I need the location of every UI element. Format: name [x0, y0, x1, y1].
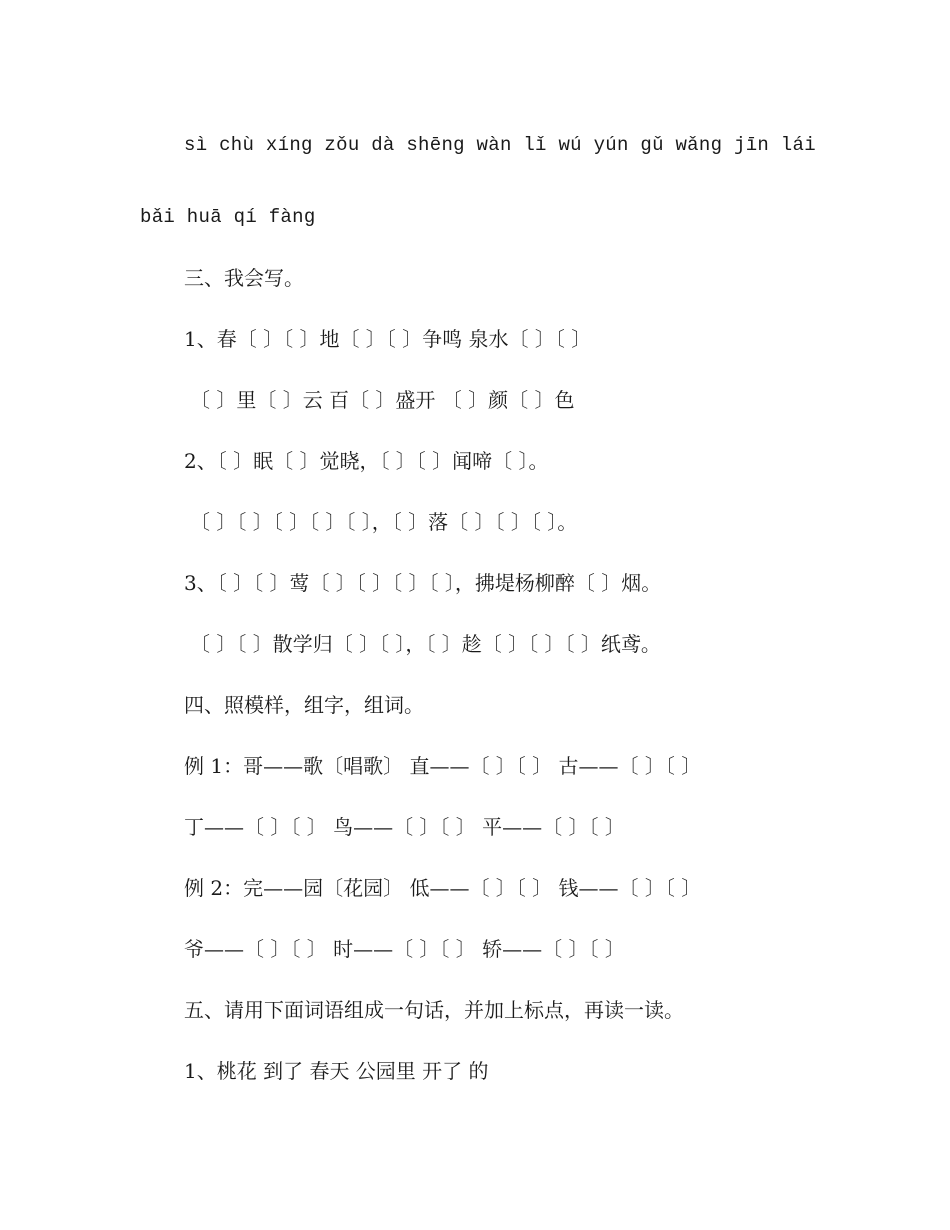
- section-5-title: 五、请用下面词语组成一句话，并加上标点，再读一读。: [184, 998, 684, 1022]
- section-3-line-2: 〔 〕里〔 〕云 百〔 〕盛开 〔 〕颜〔 〕色: [190, 388, 575, 412]
- section-4-line-4: 爷——〔 〕〔 〕 时——〔 〕〔 〕 轿——〔 〕〔 〕: [184, 937, 625, 961]
- section-3-line-5: 3、〔 〕〔 〕莺〔 〕〔 〕〔 〕〔 〕，拂堤杨柳醉〔 〕烟。: [184, 571, 662, 595]
- section-5-line-1: 1、桃花 到了 春天 公园里 开了 的: [184, 1059, 489, 1083]
- section-3-line-1: 1、春〔 〕〔 〕地〔 〕〔 〕争鸣 泉水〔 〕〔 〕: [184, 327, 592, 351]
- section-3-line-6: 〔 〕〔 〕散学归〔 〕〔 〕，〔 〕趁〔 〕〔 〕〔 〕纸鸢。: [190, 632, 661, 656]
- section-3-line-4: 〔 〕〔 〕〔 〕〔 〕〔 〕，〔 〕落〔 〕〔 〕〔 〕。: [190, 510, 578, 534]
- section-3-line-3: 2、〔 〕眠〔 〕觉晓，〔 〕〔 〕闻啼〔 〕。: [184, 449, 549, 473]
- section-4-line-3: 例 2：完——园〔花园〕 低——〔 〕〔 〕 钱——〔 〕〔 〕: [184, 876, 702, 900]
- pinyin-line-2: bǎi huā qí fàng: [140, 206, 316, 228]
- section-4-title: 四、照模样，组字，组词。: [184, 693, 424, 717]
- section-3-title: 三、我会写。: [184, 266, 304, 290]
- section-4-line-2: 丁——〔 〕〔 〕 鸟——〔 〕〔 〕 平——〔 〕〔 〕: [184, 815, 625, 839]
- section-4-line-1: 例 1：哥——歌〔唱歌〕 直——〔 〕〔 〕 古——〔 〕〔 〕: [184, 754, 702, 778]
- pinyin-line-1: sì chù xíng zǒu dà shēng wàn lǐ wú yún gǔ wǎng jīn lái: [184, 134, 816, 156]
